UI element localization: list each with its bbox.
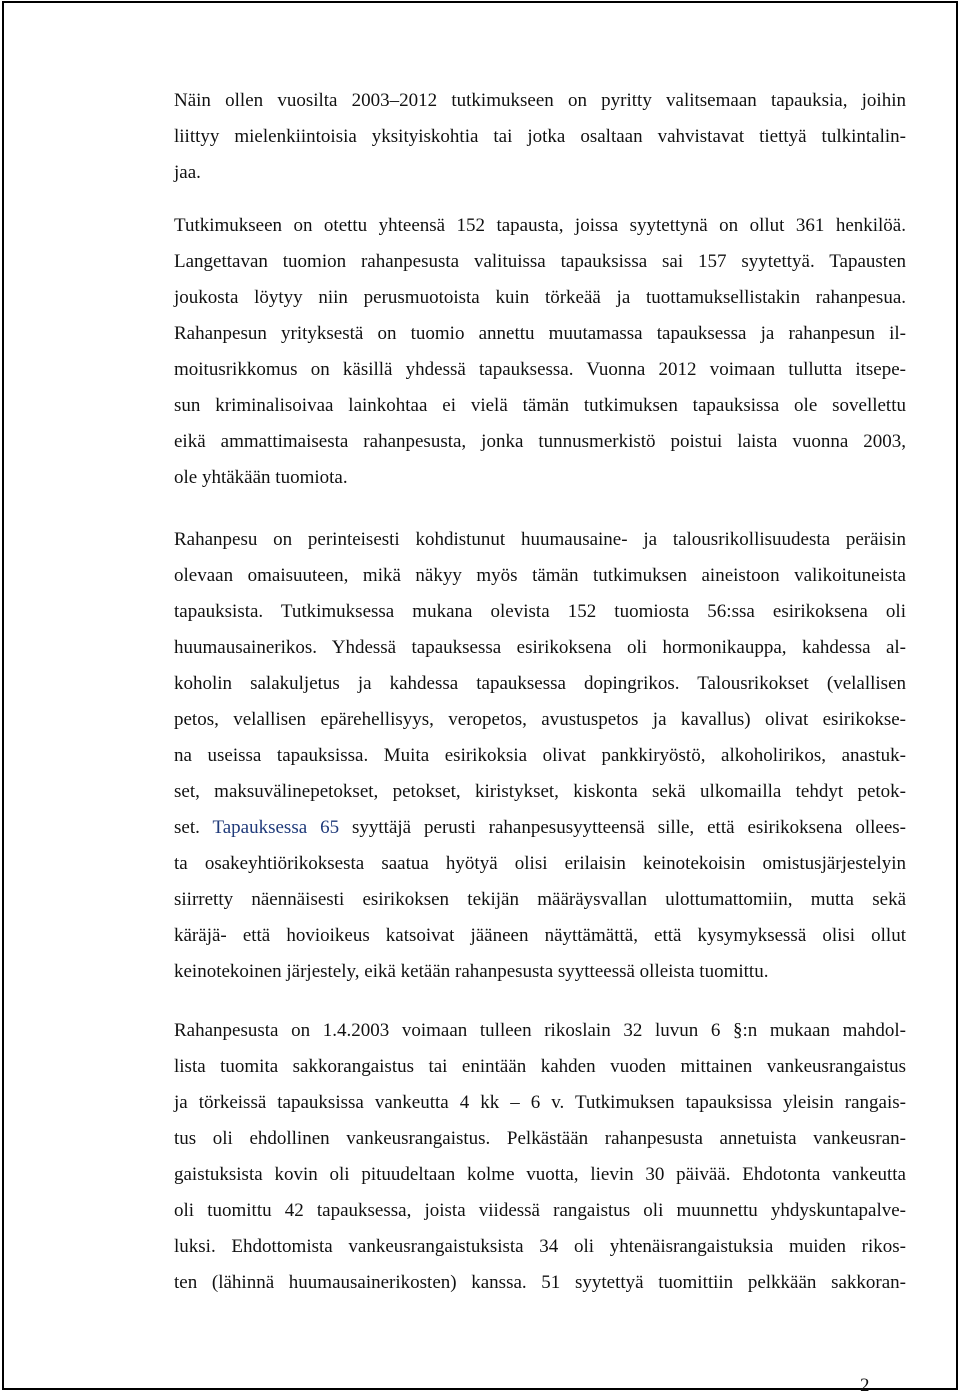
document-page (2, 1, 958, 1396)
case-reference-link[interactable]: Tapauksessa 65 (212, 817, 340, 838)
text-line: käräjä- että hovioikeus katsoivat jääneen näyttämättä, että kysymyksessä olisi ollut (174, 925, 906, 946)
text-line: keinotekoinen järjestely, eikä ketään rahanpesusta syytteessä olleista tuomittu. (174, 961, 769, 982)
text-line: luksi. Ehdottomista vankeusrangaistuksista 34 oli yhtenäisrangaistuksia muiden rikos- (174, 1236, 906, 1257)
text-line: Rahanpesusta on 1.4.2003 voimaan tulleen rikoslain 32 luvun 6 §:n mukaan mahdol- (174, 1020, 906, 1041)
text-span: set. (174, 817, 213, 838)
text-line: petos, velallisen epärehellisyys, veropetos, avustuspetos ja kavallus) olivat esirikokse- (174, 709, 906, 730)
text-line-with-link (174, 816, 906, 840)
text-line: moitusrikkomus on käsillä yhdessä tapauksessa. Vuonna 2012 voimaan tullutta itsepe- (174, 359, 906, 380)
text-line: eikä ammattimaisesta rahanpesusta, jonka tunnusmerkistö poistui laista vuonna 2003, (174, 431, 906, 452)
text-line: oli tuomittu 42 tapauksessa, joista viidessä rangaistus oli muunnettu yhdyskuntapalve- (174, 1200, 906, 1221)
text-line: koholin salakuljetus ja kahdessa tapauksessa dopingrikos. Talousrikokset (velallisen (174, 673, 906, 694)
text-line: Tutkimukseen on otettu yhteensä 152 tapausta, joissa syytettynä on ollut 361 henkilöä. (174, 215, 906, 236)
text-line: sun kriminalisoivaa lainkohtaa ei vielä tämän tutkimuksen tapauksissa ole sovellettu (174, 395, 906, 416)
text-line: ole yhtäkään tuomiota. (174, 467, 348, 488)
text-span: syyttäjä perusti rahanpesusyytteensä sille, että esirikoksena ollees- (339, 817, 906, 838)
page-number: 2 (860, 1375, 870, 1396)
text-line: tus oli ehdollinen vankeusrangaistus. Pelkästään rahanpesusta annetuista vankeusran- (174, 1128, 906, 1149)
text-line: ten (lähinnä huumausainerikosten) kanssa. 51 syytettyä tuomittiin pelkkään sakkoran- (174, 1272, 906, 1293)
text-line: huumausainerikos. Yhdessä tapauksessa esirikoksena oli hormonikauppa, kahdessa al- (174, 637, 906, 658)
text-line: gaistuksista kovin oli pituudeltaan kolme vuotta, lievin 30 päivää. Ehdotonta vankeutta (174, 1164, 906, 1185)
text-line: set, maksuvälinepetokset, petokset, kiristykset, kiskonta sekä ulkomailla tehdyt petok- (174, 781, 906, 802)
text-line: Rahanpesu on perinteisesti kohdistunut huumausaine- ja talousrikollisuudesta peräisin (174, 529, 906, 550)
text-line: jaa. (174, 162, 201, 183)
text-line: joukosta löytyy niin perusmuotoista kuin törkeää ja tuottamuksellistakin rahanpesua. (174, 287, 906, 308)
text-line: siirretty näennäisesti esirikoksen tekijän määräysvallan ulottumattomiin, mutta sekä (174, 889, 906, 910)
text-line: ja törkeissä tapauksissa vankeutta 4 kk – 6 v. Tutkimuksen tapauksissa yleisin rangais- (174, 1092, 906, 1113)
text-line: ta osakeyhtiörikoksesta saatua hyötyä olisi erilaisin keinotekoisin omistusjärjestelyin (174, 853, 906, 874)
text-line: tapauksista. Tutkimuksessa mukana olevista 152 tuomiosta 56:ssa esirikoksena oli (174, 601, 906, 622)
text-line: Langettavan tuomion rahanpesusta valituissa tapauksissa sai 157 syytettyä. Tapausten (174, 251, 906, 272)
text-line: Rahanpesun yrityksestä on tuomio annettu muutamassa tapauksessa ja rahanpesun il- (174, 323, 906, 344)
text-line: liittyy mielenkiintoisia yksityiskohtia tai jotka osaltaan vahvistavat tiettyä tulkintalin- (174, 126, 906, 147)
text-line: lista tuomita sakkorangaistus tai enintään kahden vuoden mittainen vankeusrangaistus (174, 1056, 906, 1077)
text-line: Näin ollen vuosilta 2003–2012 tutkimukseen on pyritty valitsemaan tapauksia, joihin (174, 90, 906, 111)
text-line: olevaan omaisuuteen, mikä näkyy myös tämän tutkimuksen aineistoon valikoituneista (174, 565, 906, 586)
text-line: na useissa tapauksissa. Muita esirikoksia olivat pankkiryöstö, alkoholirikos, anastuk- (174, 745, 906, 766)
